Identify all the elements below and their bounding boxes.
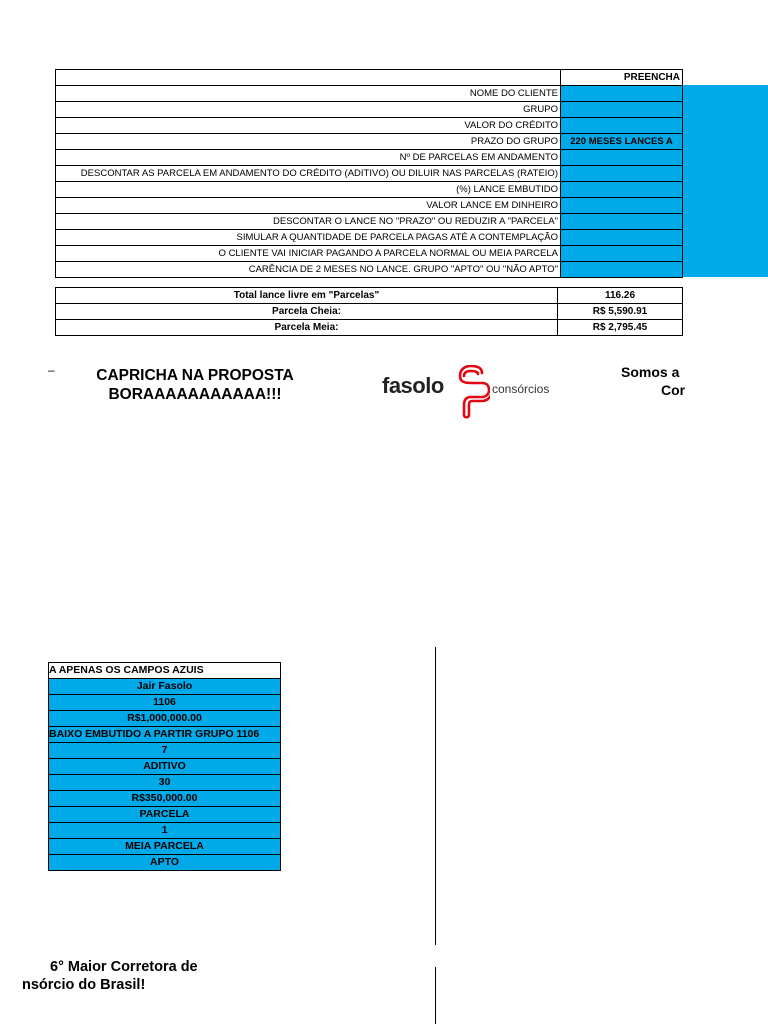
value-row xyxy=(49,807,281,823)
values-header: A APENAS OS CAMPOS AZUIS xyxy=(49,663,281,679)
form-row-input[interactable] xyxy=(561,246,683,262)
form-row-label: O CLIENTE VAI INICIAR PAGANDO A PARCELA NORMAL OU MEIA PARCELA xyxy=(56,246,561,262)
logo-wordmark: fasolo xyxy=(382,373,444,398)
value-cell[interactable]: BAIXO EMBUTIDO A PARTIR GRUPO 1106 xyxy=(49,727,281,743)
form-row xyxy=(56,166,683,182)
slogan xyxy=(80,366,310,404)
value-cell[interactable]: Jair Fasolo xyxy=(49,679,281,695)
value-row xyxy=(49,823,281,839)
right-title-line-1: Somos a xyxy=(621,364,680,380)
form-row xyxy=(56,150,683,166)
value-cell[interactable]: 1106 xyxy=(49,695,281,711)
value-row xyxy=(49,711,281,727)
value-row xyxy=(49,743,281,759)
summary-row xyxy=(56,288,683,304)
value-cell[interactable]: R$1,000,000.00 xyxy=(49,711,281,727)
slogan-line-2: BORAAAAAAAAAAA!!! xyxy=(108,386,282,403)
summary-row xyxy=(56,304,683,320)
summary-value: R$ 2,795.45 xyxy=(558,320,683,336)
value-cell[interactable]: R$350,000.00 xyxy=(49,791,281,807)
form-row-input[interactable] xyxy=(561,102,683,118)
form-row xyxy=(56,118,683,134)
form-row-input[interactable] xyxy=(561,230,683,246)
form-row-label: VALOR DO CRÉDITO xyxy=(56,118,561,134)
value-row xyxy=(49,791,281,807)
form-row xyxy=(56,230,683,246)
client-form-table xyxy=(55,69,683,278)
fasolo-logo xyxy=(382,365,572,420)
value-cell[interactable]: 1 xyxy=(49,823,281,839)
form-row xyxy=(56,102,683,118)
form-row-label: (%) LANCE EMBUTIDO xyxy=(56,182,561,198)
bottom-title-line-1: 6° Maior Corretora de xyxy=(50,959,198,975)
right-title-line-2: Cor xyxy=(661,382,686,398)
slogan-line-1: CAPRICHA NA PROPOSTA xyxy=(96,367,294,384)
form-row xyxy=(56,246,683,262)
form-row-input[interactable] xyxy=(561,150,683,166)
value-row xyxy=(49,759,281,775)
form-row-label: PRAZO DO GRUPO xyxy=(56,134,561,150)
form-row-label: DESCONTAR O LANCE NO "PRAZO" OU REDUZIR A "PARCELA" xyxy=(56,214,561,230)
form-row-input[interactable] xyxy=(561,214,683,230)
bottom-title xyxy=(22,958,198,994)
value-cell[interactable]: 30 xyxy=(49,775,281,791)
form-row-input[interactable] xyxy=(561,182,683,198)
bottom-title-line-2: nsórcio do Brasil! xyxy=(22,977,146,993)
values-panel xyxy=(48,662,281,871)
logo-suffix: consórcios xyxy=(492,382,550,396)
form-row-input[interactable] xyxy=(561,86,683,102)
form-row-input[interactable] xyxy=(561,118,683,134)
values-header-row xyxy=(49,663,281,679)
summary-value: 116.26 xyxy=(558,288,683,304)
right-title xyxy=(600,363,768,399)
value-row xyxy=(49,679,281,695)
accent-block xyxy=(683,85,768,277)
form-row-input[interactable] xyxy=(561,262,683,278)
summary-table xyxy=(55,287,683,336)
value-cell[interactable]: 7 xyxy=(49,743,281,759)
form-row-label: DESCONTAR AS PARCELA EM ANDAMENTO DO CRÉDITO (ADITIVO) OU DILUIR NAS PARCELAS (RATEIO) xyxy=(56,166,561,182)
divider-line xyxy=(435,967,436,1024)
form-row-label: NOME DO CLIENTE xyxy=(56,86,561,102)
form-row-label: Nº DE PARCELAS EM ANDAMENTO xyxy=(56,150,561,166)
value-row xyxy=(49,727,281,743)
form-row-label: GRUPO xyxy=(56,102,561,118)
form-row-input[interactable] xyxy=(561,198,683,214)
form-row-label: VALOR LANCE EM DINHEIRO xyxy=(56,198,561,214)
summary-label: Total lance livre em "Parcelas" xyxy=(56,288,558,304)
dash-mark: – xyxy=(48,363,55,377)
summary-value: R$ 5,590.91 xyxy=(558,304,683,320)
form-row xyxy=(56,214,683,230)
divider-line xyxy=(435,647,436,945)
summary-row xyxy=(56,320,683,336)
value-row xyxy=(49,839,281,855)
value-cell[interactable]: PARCELA xyxy=(49,807,281,823)
form-row xyxy=(56,86,683,102)
value-row xyxy=(49,855,281,871)
form-row-input[interactable]: 220 MESES LANCES A xyxy=(561,134,683,150)
logo-f-icon xyxy=(454,365,490,419)
form-row-input[interactable] xyxy=(561,166,683,182)
form-header-row xyxy=(56,70,683,86)
form-row xyxy=(56,182,683,198)
form-row xyxy=(56,262,683,278)
form-row-label: SIMULAR A QUANTIDADE DE PARCELA PAGAS ATÉ A CONTEMPLAÇÃO xyxy=(56,230,561,246)
value-row xyxy=(49,695,281,711)
value-cell[interactable]: MEIA PARCELA xyxy=(49,839,281,855)
value-row xyxy=(49,775,281,791)
value-cell[interactable]: ADITIVO xyxy=(49,759,281,775)
form-row xyxy=(56,198,683,214)
form-row xyxy=(56,134,683,150)
value-cell[interactable]: APTO xyxy=(49,855,281,871)
form-row-label: CARÊNCIA DE 2 MESES NO LANCE. GRUPO "APTO" OU "NÃO APTO" xyxy=(56,262,561,278)
summary-label: Parcela Meia: xyxy=(56,320,558,336)
form-header: PREENCHA xyxy=(561,70,683,86)
summary-label: Parcela Cheia: xyxy=(56,304,558,320)
